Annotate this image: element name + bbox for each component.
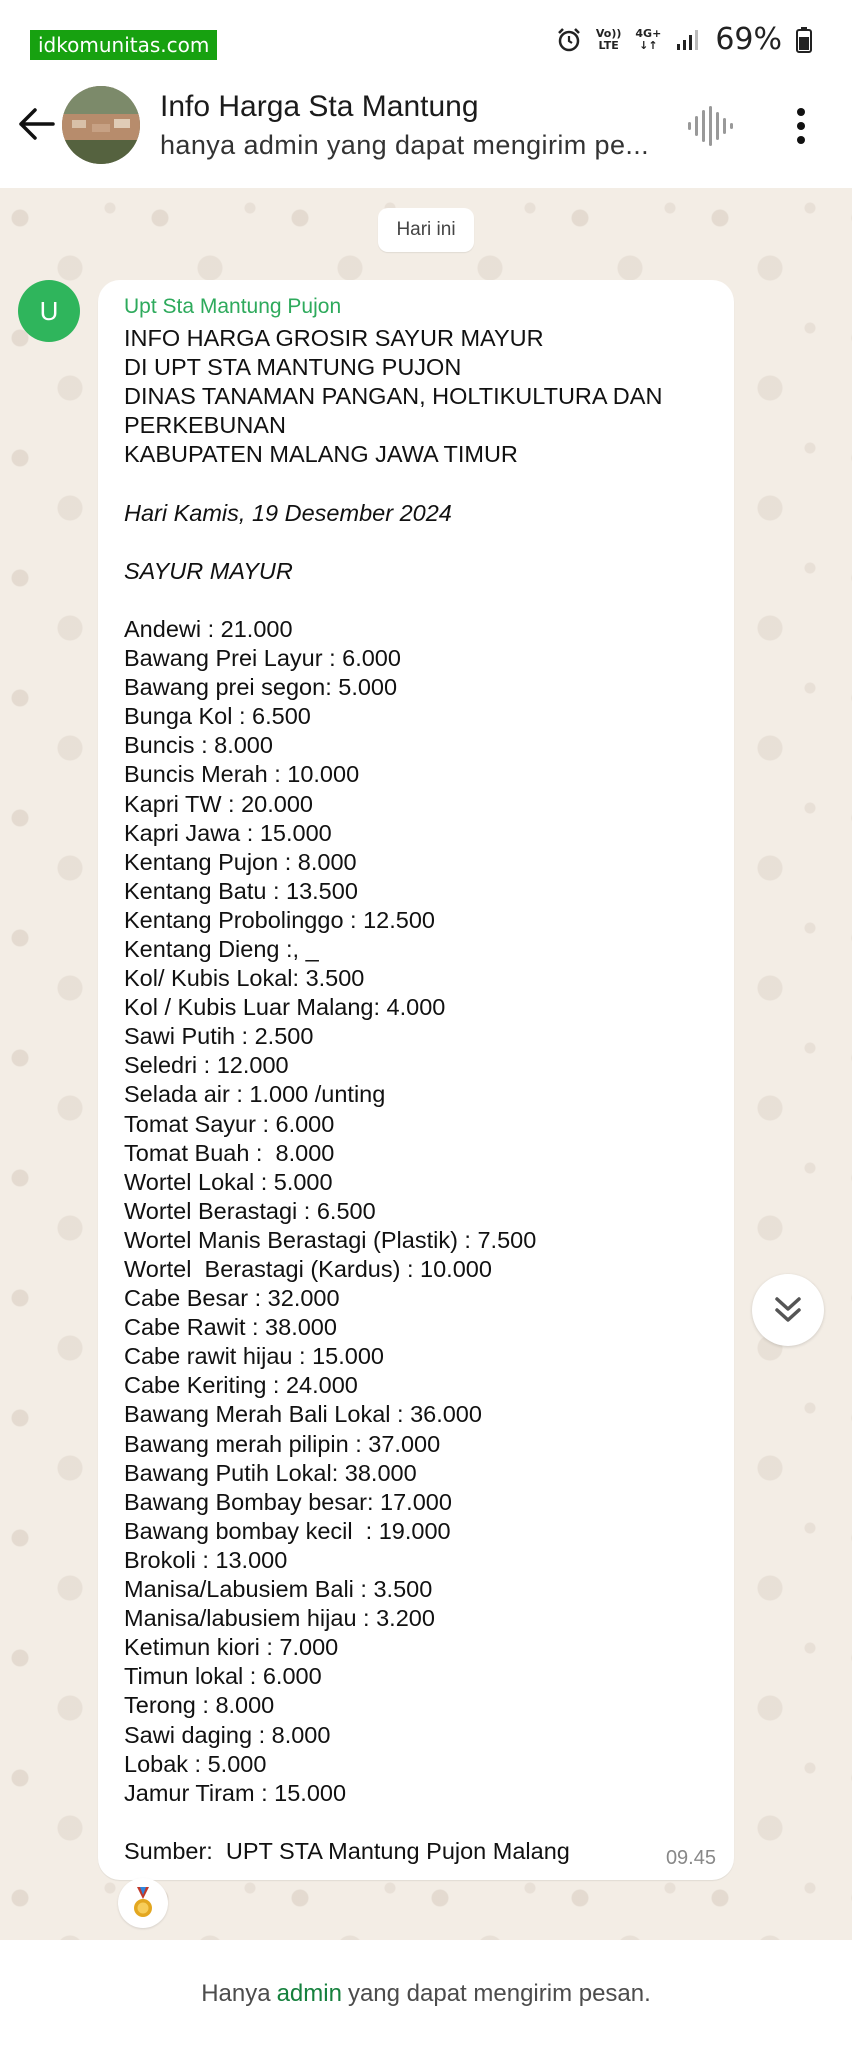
message-line: Bawang merah pilipin : 37.000: [124, 1430, 441, 1457]
arrow-left-icon: [17, 107, 55, 141]
status-icons: [556, 22, 812, 57]
message-line: Manisa/labusiem hijau : 3.200: [124, 1605, 435, 1632]
group-avatar[interactable]: [62, 86, 140, 164]
message-line: SAYUR MAYUR: [124, 557, 293, 584]
message-line: Seledri : 12.000: [124, 1052, 289, 1079]
message-line: [124, 469, 714, 498]
message-line: Bawang prei segon: 5.000: [124, 674, 398, 701]
battery-percent: 69%: [715, 22, 782, 57]
network-indicator: 4G+ ↓↑: [635, 26, 662, 52]
dot-icon: [797, 108, 805, 116]
message-line: Kol/ Kubis Lokal: 3.500: [124, 965, 365, 992]
message-text: [124, 324, 714, 1866]
message-line: Kentang Pujon : 8.000: [124, 848, 357, 875]
message-line: Wortel Lokal : 5.000: [124, 1168, 333, 1195]
audio-wave-icon: [684, 102, 734, 150]
message-line: [124, 586, 714, 615]
message-line: Andewi : 21.000: [124, 615, 293, 642]
signal-icon: [675, 28, 701, 52]
message-line: Lobak : 5.000: [124, 1750, 267, 1777]
message-line: [124, 1808, 714, 1837]
message-line: Buncis : 8.000: [124, 732, 273, 759]
alarm-icon: [556, 27, 582, 53]
group-subtitle: hanya admin yang dapat mengirim pe...: [160, 130, 650, 160]
watermark: idkomunitas.com: [30, 30, 217, 60]
message-line: Sumber: UPT STA Mantung Pujon Malang: [124, 1837, 570, 1864]
status-bar: [0, 0, 852, 72]
message-line: PERKEBUNAN: [124, 412, 286, 439]
message-line: Bunga Kol : 6.500: [124, 703, 311, 730]
message-line: Tomat Buah : 8.000: [124, 1139, 335, 1166]
message-line: DI UPT STA MANTUNG PUJON: [124, 354, 462, 381]
dot-icon: [797, 122, 805, 130]
message-line: Kentang Batu : 13.500: [124, 877, 358, 904]
message-line: KABUPATEN MALANG JAWA TIMUR: [124, 441, 518, 468]
message-line: Manisa/Labusiem Bali : 3.500: [124, 1576, 433, 1603]
message-line: Kentang Probolinggo : 12.500: [124, 906, 435, 933]
footer-notice: [0, 1940, 852, 2048]
message-line: Terong : 8.000: [124, 1692, 275, 1719]
more-options-button[interactable]: [786, 102, 816, 150]
footer-text-prefix: Hanya: [201, 1980, 271, 2007]
message-line: Buncis Merah : 10.000: [124, 761, 360, 788]
message-line: Ketimun kiori : 7.000: [124, 1634, 339, 1661]
chat-header: [0, 72, 852, 188]
scroll-down-button[interactable]: [752, 1274, 824, 1346]
message-line: Bawang Merah Bali Lokal : 36.000: [124, 1401, 482, 1428]
voice-chat-button[interactable]: [684, 102, 734, 150]
message-line: Cabe Rawit : 38.000: [124, 1314, 337, 1341]
message-line: Selada air : 1.000 /unting: [124, 1081, 386, 1108]
message-line: Cabe Keriting : 24.000: [124, 1372, 358, 1399]
message-line: Kapri Jawa : 15.000: [124, 819, 332, 846]
chat-area[interactable]: [0, 188, 852, 1940]
message-line: Jamur Tiram : 15.000: [124, 1779, 347, 1806]
message-time: 09.45: [665, 1847, 716, 1869]
message-line: INFO HARGA GROSIR SAYUR MAYUR: [124, 325, 544, 351]
message-line: Wortel Berastagi : 6.500: [124, 1197, 376, 1224]
group-photo: [62, 86, 140, 164]
message-line: Brokoli : 13.000: [124, 1546, 288, 1573]
message-line: Kapri TW : 20.000: [124, 790, 313, 817]
volte-indicator: Vo)) LTE: [595, 26, 622, 52]
sender-avatar[interactable]: U: [18, 280, 80, 342]
message-line: Cabe rawit hijau : 15.000: [124, 1343, 384, 1370]
message-line: Wortel Manis Berastagi (Plastik) : 7.500: [124, 1226, 537, 1253]
message-line: Timun lokal : 6.000: [124, 1663, 322, 1690]
message-line: DINAS TANAMAN PANGAN, HOLTIKULTURA DAN: [124, 383, 663, 410]
message-line: [124, 528, 714, 557]
reaction-badge[interactable]: [118, 1878, 168, 1928]
date-chip: Hari ini: [378, 208, 474, 252]
message-line: Tomat Sayur : 6.000: [124, 1110, 335, 1137]
double-chevron-down-icon: [771, 1293, 805, 1327]
footer-text-suffix: yang dapat mengirim pesan.: [347, 1980, 651, 2007]
message-line: Bawang Bombay besar: 17.000: [124, 1488, 452, 1515]
message-line: Bawang Putih Lokal: 38.000: [124, 1459, 417, 1486]
message-line: Bawang Prei Layur : 6.000: [124, 645, 401, 672]
message-line: Kentang Dieng :, _: [124, 935, 319, 962]
back-button[interactable]: [14, 102, 58, 146]
message-line: Cabe Besar : 32.000: [124, 1285, 340, 1312]
battery-icon: [796, 27, 812, 53]
sender-name[interactable]: Upt Sta Mantung Pujon: [124, 295, 342, 318]
message-bubble[interactable]: [98, 280, 734, 1880]
message-line: Bawang bombay kecil : 19.000: [124, 1517, 451, 1544]
message-line: Wortel Berastagi (Kardus) : 10.000: [124, 1256, 492, 1282]
medal-icon: [130, 1887, 156, 1919]
group-title[interactable]: Info Harga Sta Mantung: [160, 90, 479, 123]
dot-icon: [797, 136, 805, 144]
message-line: Sawi Putih : 2.500: [124, 1023, 314, 1050]
message-line: Kol / Kubis Luar Malang: 4.000: [124, 994, 446, 1021]
admin-link[interactable]: admin: [276, 1980, 342, 2007]
message-line: Sawi daging : 8.000: [124, 1721, 331, 1748]
message-line: Hari Kamis, 19 Desember 2024: [124, 499, 452, 526]
